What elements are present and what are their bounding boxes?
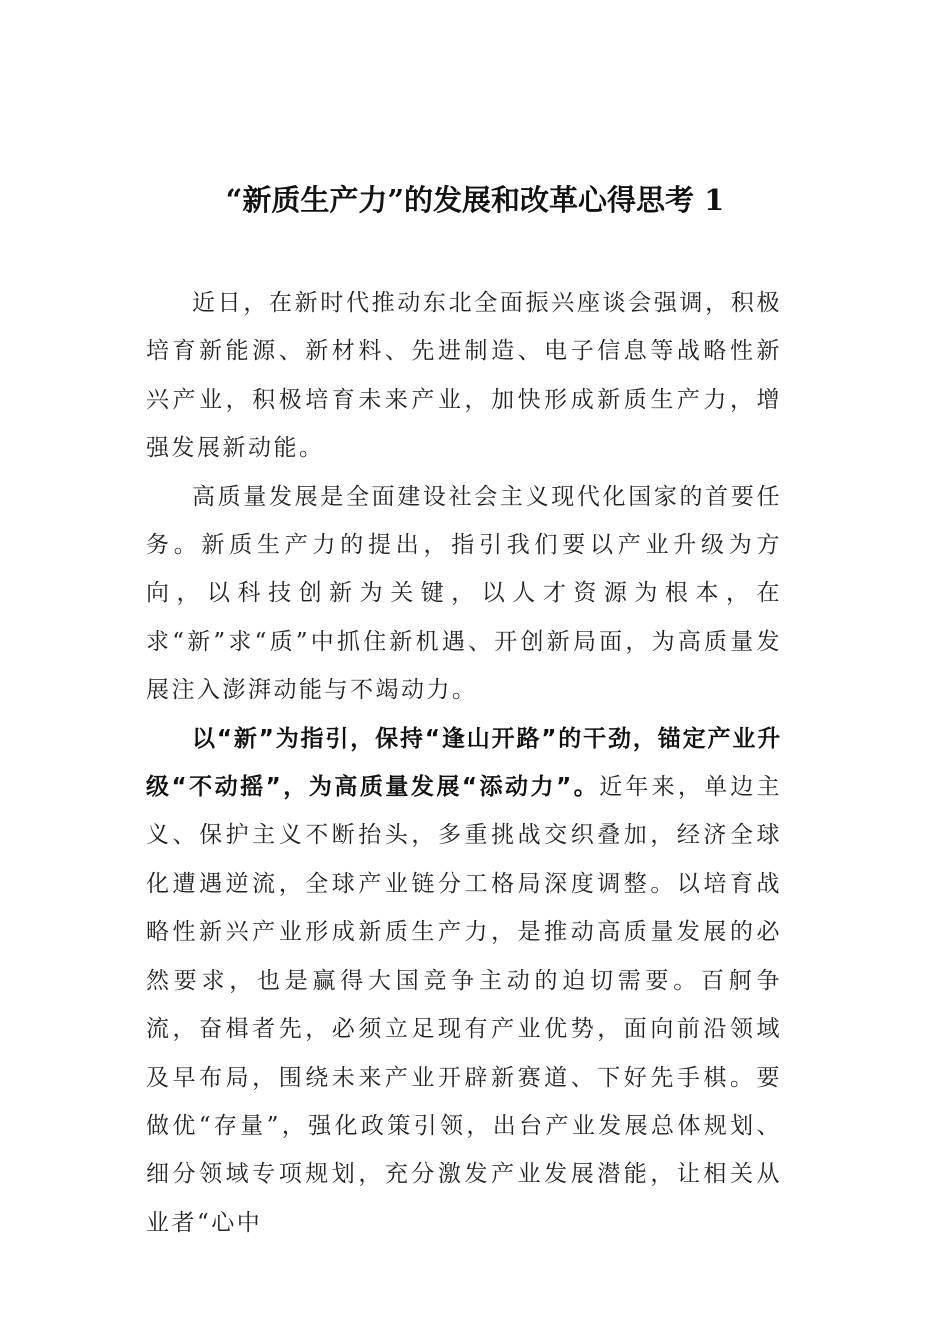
paragraph-3-text: 近年来，单边主义、保护主义不断抬头，多重挑战交织叠加，经济全球化遭遇逆流，全球产业链分工格局深度调整。以培育战略性新兴产业形成新质生产力，是推动高质量发展的必然要求，也是赢得大国竞争主动的迫切需要。百舸争流，奋楫者先，必须立足现有产业优势，面向前沿领域及早布局，围绕未来产业开辟新赛道、下好先手棋。要做优“存量”，强化政策引领，出台产业发展总体规划、细分领域专项规划，充分激发产业发展潜能，让相关从业者“心中 [146,774,782,1236]
paragraph-1 [146,279,782,473]
paragraph-1-text: 近日，在新时代推动东北全面振兴座谈会强调，积极培育新能源、新材料、先进制造、电子信息等战略性新兴产业，积极培育未来产业，加快形成新质生产力，增强发展新动能。 [146,290,782,462]
paragraph-3-heading: 以“新”为指引，保持“逢山开路”的干劲，锚定产业升级“不动摇”，为高质量发展“添动力”。 [146,725,782,801]
document-body [146,279,782,1247]
document-title: “新质生产力”的发展和改革心得思考 1 [225,183,725,217]
paragraph-3 [146,715,782,1247]
paragraph-2-text: 高质量发展是全面建设社会主义现代化国家的首要任务。新质生产力的提出，指引我们要以产业升级为方向，以科技创新为关键，以人才资源为根本，在求“新”求“质”中抓住新机遇、开创新局面，为高质量发展注入澎湃动能与不竭动力。 [146,483,782,704]
paragraph-2 [146,473,782,715]
